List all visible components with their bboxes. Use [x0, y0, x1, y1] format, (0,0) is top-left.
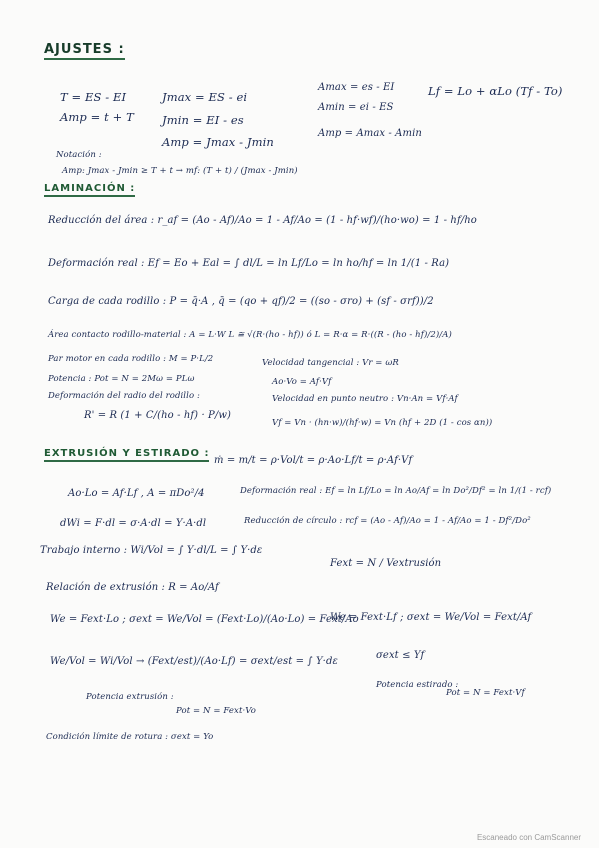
formula-we-lf: We = Fext·Lf ; σext = We/Vol = Fext/Af: [330, 612, 532, 623]
formula-deformacion-real: Deformación real : Ef = Eo + Eal = ∫ dl/L = ln Lf/Lo = ln ho/hf = ln 1/(1 - Ra): [48, 258, 450, 269]
formula-reduccion-circulo: Reducción de círculo : rcf = (Ao - Af)/Ao = 1 - Af/Ao = 1 - Df²/Do²: [244, 516, 531, 526]
section-title-laminacion: LAMINACIÓN :: [44, 183, 135, 197]
formula-amp-j: Amp = Jmax - Jmin: [162, 135, 274, 149]
section-title-extrusion: EXTRUSIÓN Y ESTIRADO :: [44, 448, 209, 462]
formula-def-real-extrusion: Deformación real : Ef = ln Lf/Lo = ln Ao/Af = ln Do²/Df² = ln 1/(1 - rcf): [240, 486, 552, 496]
label-potencia-extrusion: Potencia extrusión :: [86, 692, 174, 702]
formula-trabajo-interno: Trabajo interno : Wi/Vol = ∫ Y·dl/L = ∫ Y·dε: [40, 545, 263, 556]
formula-we-lo: We = Fext·Lo ; σext = We/Vol = (Fext·Lo)/(Ao·Lo) = Fext/Ao: [50, 614, 359, 625]
formula-condicion-rotura: Condición límite de rotura : σext = Yo: [46, 732, 214, 742]
formula-radio-rodillo: R' = R (1 + C/(ho - hf) · P/w): [84, 410, 231, 421]
formula-velocidad-neutro: Velocidad en punto neutro : Vn·An = Vf·Af: [272, 394, 458, 404]
formula-amax: Amax = es - EI: [318, 82, 395, 93]
formula-jmax: Jmax = ES - ei: [162, 90, 248, 104]
formula-notacion: Amp: Jmax - Jmin ≥ T + t → mf: (T + t) / (Jmax - Jmin): [62, 166, 298, 176]
formula-sigma-limite: σext ≤ Yf: [376, 650, 425, 661]
label-radio-rodillo: Deformación del radio del rodillo :: [48, 391, 200, 401]
formula-par-motor: Par motor en cada rodillo : M = P·L/2: [48, 354, 214, 364]
formula-vf: Vf = Vn · (hn·w)/(hf·w) = Vn (hf + 2D (1 - cos αn)): [272, 418, 493, 428]
formula-area-contacto: Área contacto rodillo-material : A = L·W L ≅ √(R·(ho - hf)) ó L = R·α = R·((R - (ho - hf)/2)/A): [48, 330, 452, 340]
formula-amp-a: Amp = Amax - Amin: [318, 128, 422, 139]
formula-t: T = ES - EI: [60, 90, 127, 104]
formula-caudal: Ao·Vo = Af·Vf: [272, 377, 332, 387]
formula-amin: Amin = ei - ES: [318, 102, 394, 113]
formula-reduccion-area: Reducción del área : r_af = (Ao - Af)/Ao = 1 - Af/Ao = (1 - hf·wf)/(ho·wo) = 1 - hf/ho: [48, 215, 477, 226]
section-title-ajustes: AJUSTES :: [44, 42, 125, 60]
formula-amp-tol: Amp = t + T: [60, 110, 134, 124]
formula-velocidad-tangencial: Velocidad tangencial : Vr = ωR: [262, 358, 399, 368]
formula-relacion-extrusion: Relación de extrusión : R = Ao/Af: [46, 582, 219, 593]
formula-wi-vol: We/Vol = Wi/Vol → (Fext/est)/(Ao·Lf) = σext/est = ∫ Y·dε: [50, 656, 338, 667]
formula-jmin: Jmin = EI - es: [162, 113, 244, 127]
formula-fext: Fext = N / Vextrusión: [330, 558, 442, 569]
formula-potencia-laminacion: Potencia : Pot = N = 2Mω = PLω: [48, 374, 195, 384]
formula-caudal-masico: ṁ = m/t = ρ·Vol/t = ρ·Ao·Lf/t = ρ·Af·Vf: [214, 455, 413, 466]
formula-potencia-estirado: Pot = N = Fext·Vf: [446, 688, 525, 698]
formula-potencia-extrusion: Pot = N = Fext·Vo: [176, 706, 256, 716]
label-potencia-estirado: Potencia estirado :: [376, 680, 459, 690]
formula-volumen: Ao·Lo = Af·Lf , A = πDo²/4: [68, 488, 205, 499]
formula-dw: dWi = F·dl = σ·A·dl = Y·A·dl: [60, 518, 207, 529]
scanner-watermark: Escaneado con CamScanner: [476, 833, 581, 842]
formula-carga-rodillo: Carga de cada rodillo : P = q̄·A , q̄ = (qo + qf)/2 = ((so - σro) + (sf - σrf))/2: [48, 296, 434, 307]
notacion-label: Notación :: [56, 150, 102, 160]
formula-lf: Lf = Lo + αLo (Tf - To): [428, 84, 563, 98]
